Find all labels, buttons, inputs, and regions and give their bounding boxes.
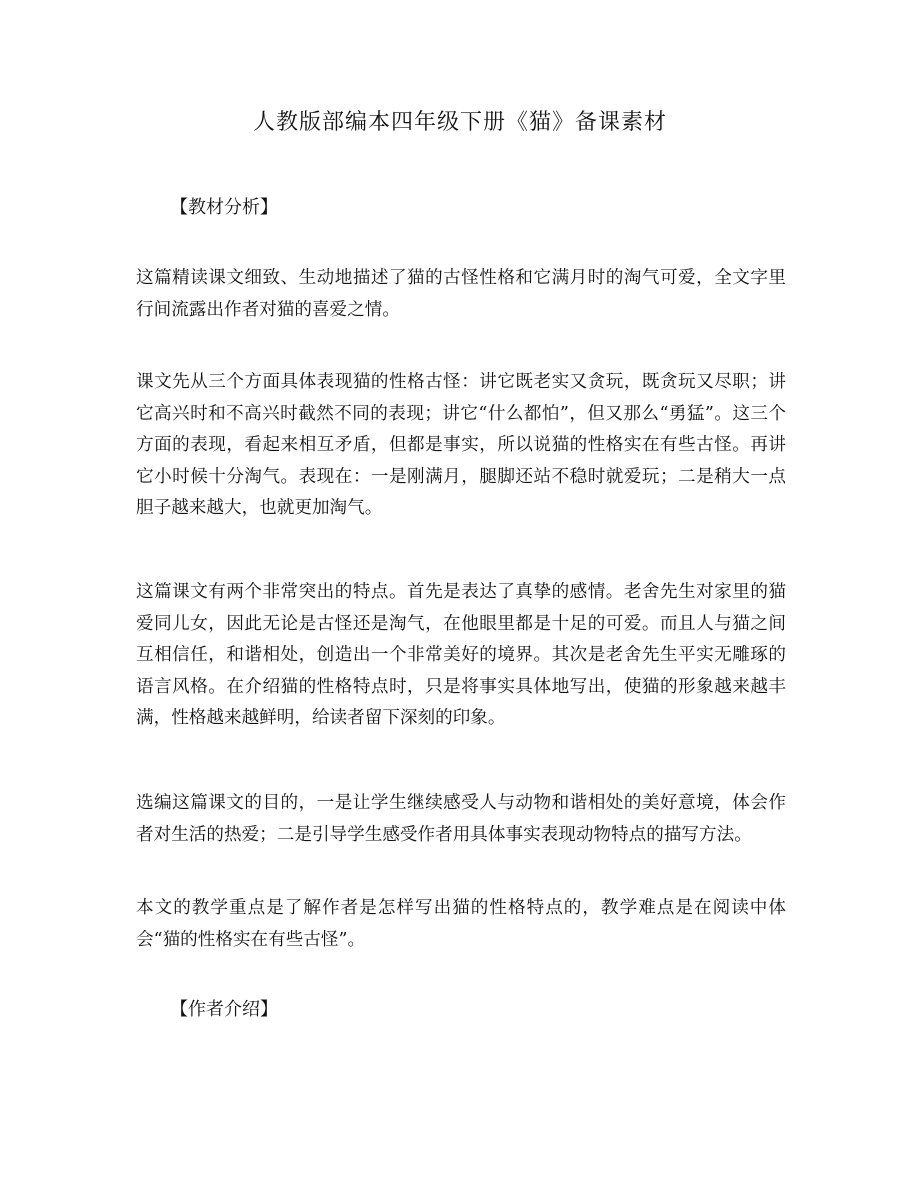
paragraph: 课文先从三个方面具体表现猫的性格古怪：讲它既老实又贪玩，既贪玩又尽职；讲它高兴时和不高兴时截然不同的表现；讲它“什么都怕”，但又那么“勇猛”。这三个方面的表现，看起来相互矛盾，但都是事实，所以说猫的性格实在有些古怪。再讲它小时候十分淘气。表现在：一是刚满月，腿脚还站不稳时就爱玩；二是稍大一点胆子越来越大，也就更加淘气。 [136, 372, 786, 518]
document-title: 人教版部编本四年级下册《猫》备课素材 [252, 110, 667, 135]
section-heading-textbook-analysis: 【教材分析】 [170, 197, 278, 218]
section-heading-author-introduction: 【作者介绍】 [170, 999, 278, 1020]
paragraph: 选编这篇课文的目的，一是让学生继续感受人与动物和谐相处的美好意境，体会作者对生活的热爱；二是引导学生感受作者用具体事实表现动物特点的描写方法。 [136, 793, 786, 845]
paragraph: 这篇精读课文细致、生动地描述了猫的古怪性格和它满月时的淘气可爱，全文字里行间流露出作者对猫的喜爱之情。 [136, 268, 786, 320]
paragraph: 这篇课文有两个非常突出的特点。首先是表达了真挚的感情。老舍先生对家里的猫爱同儿女，因此无论是古怪还是淘气，在他眼里都是十足的可爱。而且人与猫之间互相信任，和谐相处，创造出一个非常美好的境界。其次是老舍先生平实无雕琢的语言风格。在介绍猫的性格特点时，只是将事实具体地写出，使猫的形象越来越丰满，性格越来越鲜明，给读者留下深刻的印象。 [136, 582, 786, 728]
paragraph: 本文的教学重点是了解作者是怎样写出猫的性格特点的，教学难点是在阅读中体会“猫的性格实在有些古怪”。 [136, 898, 786, 950]
